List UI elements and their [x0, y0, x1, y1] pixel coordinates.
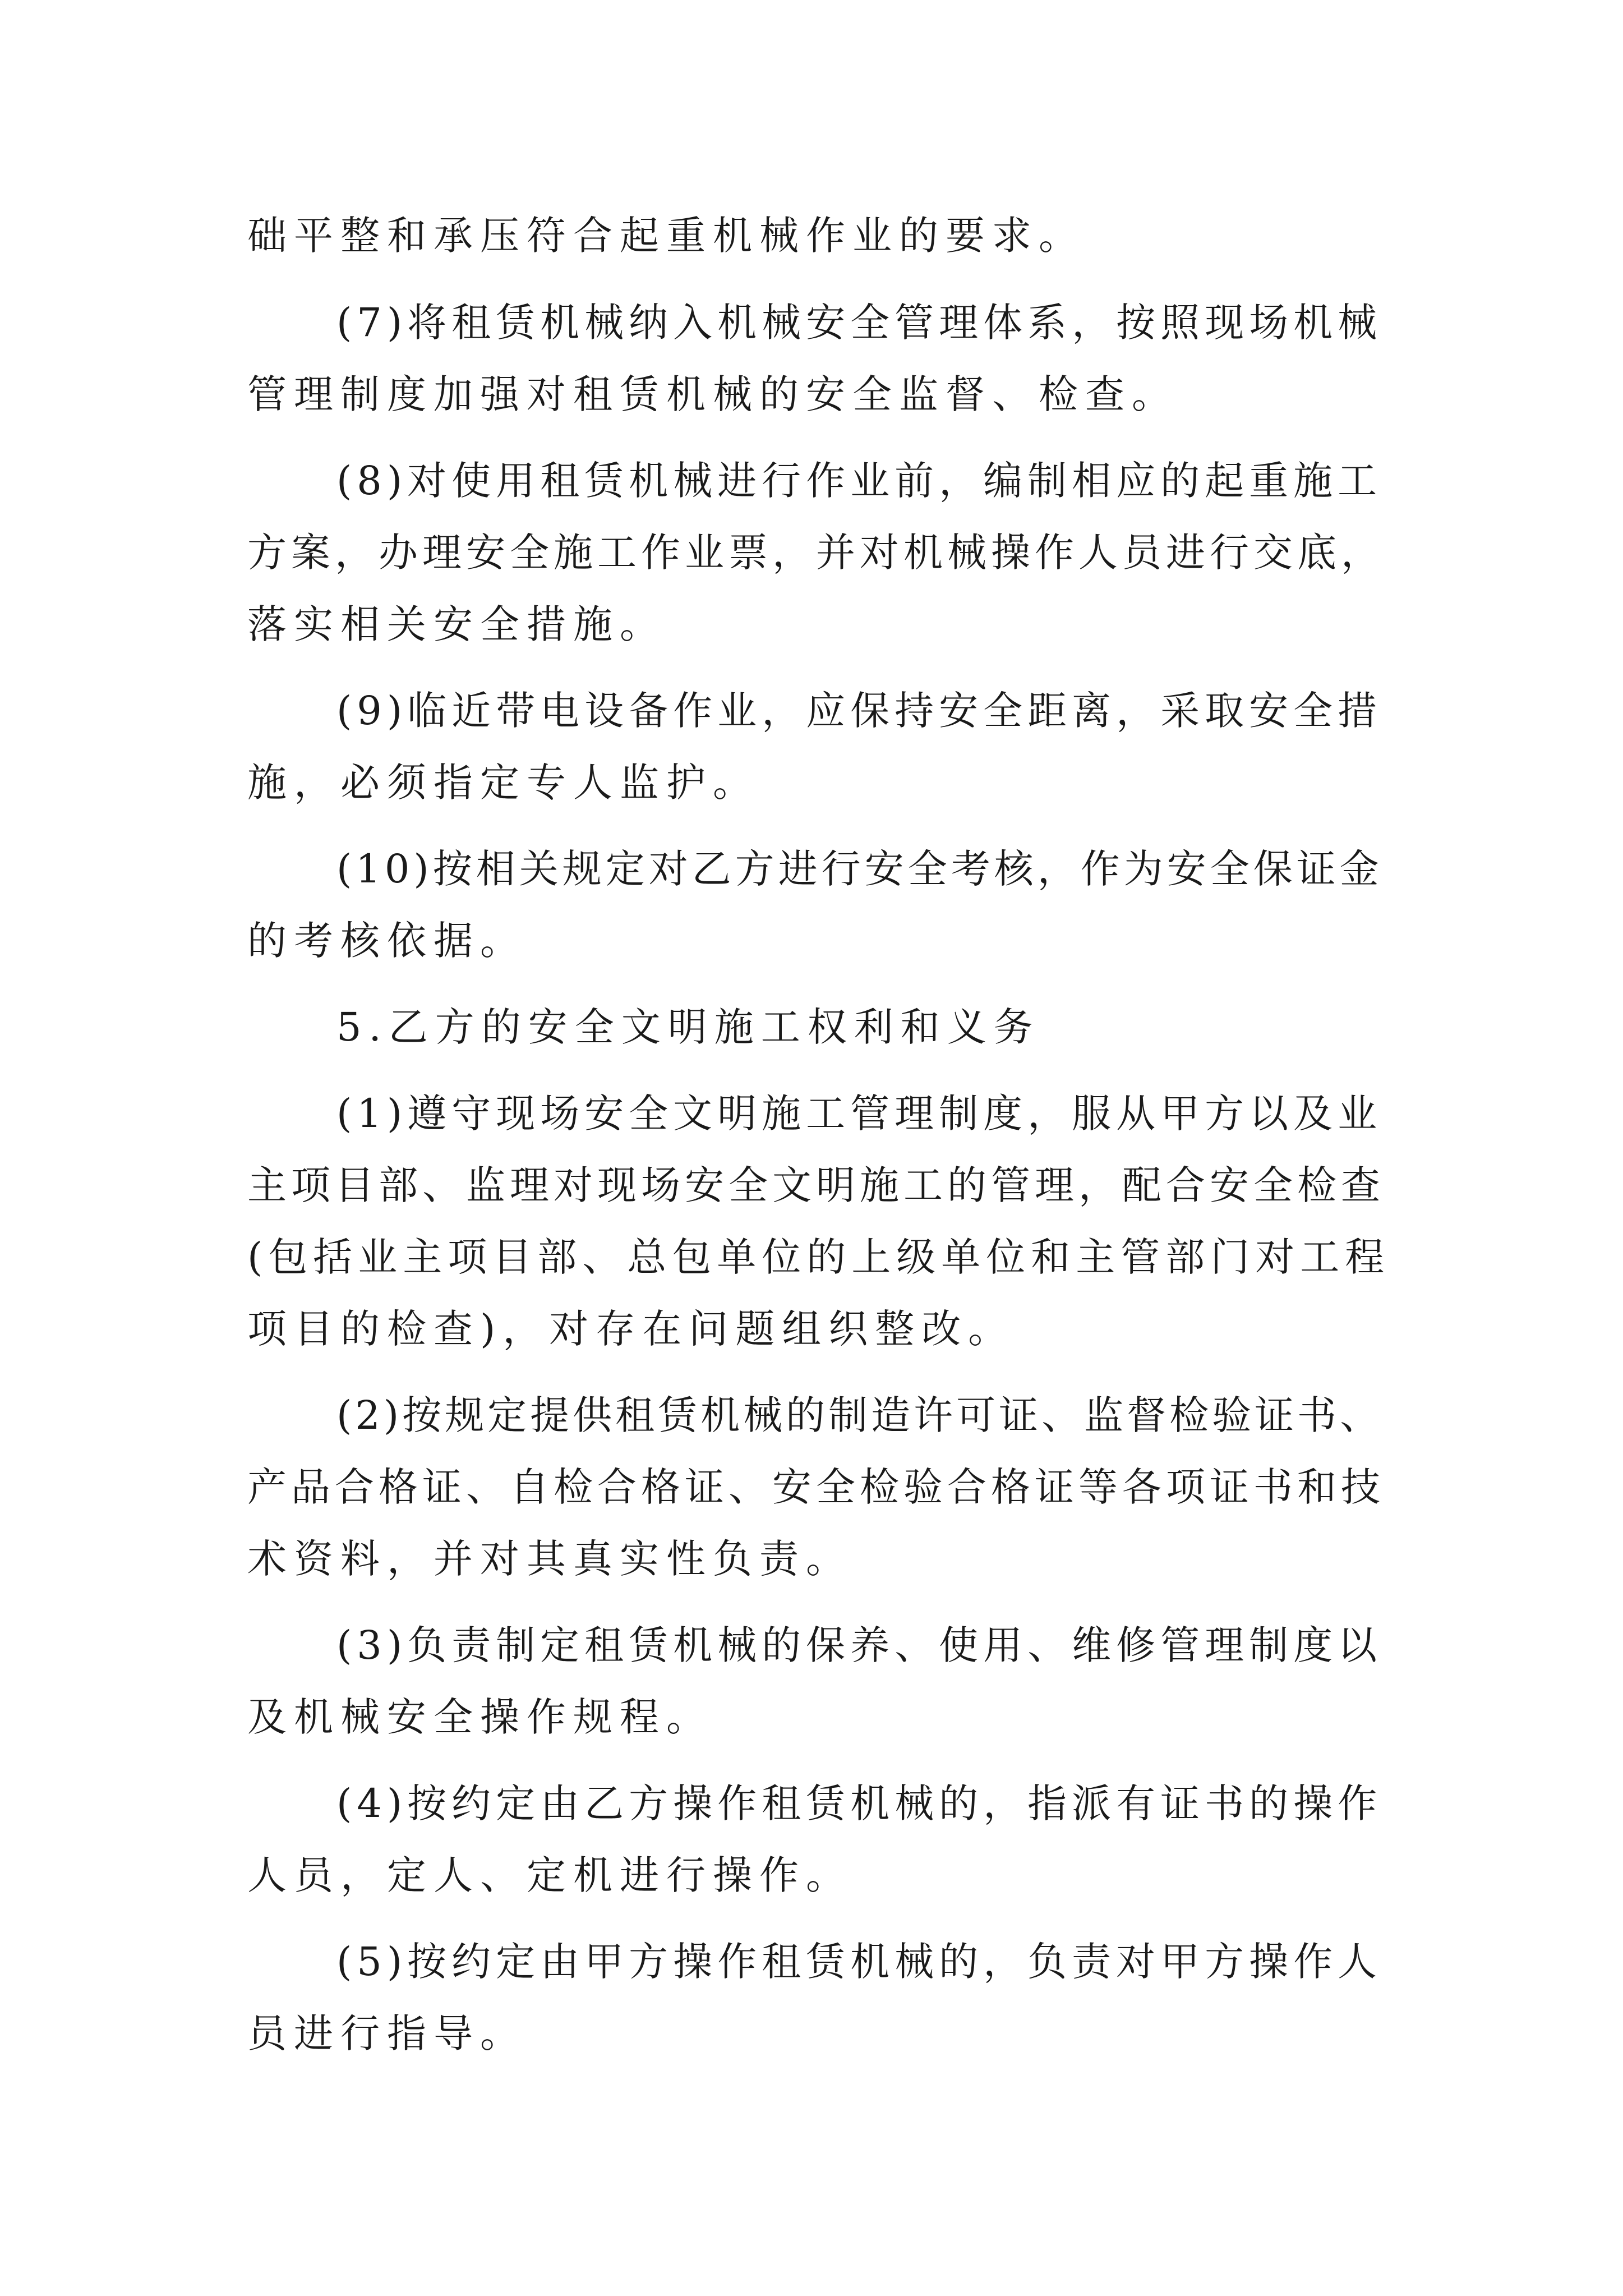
text-line: (10)按相关规定对乙方进行安全考核，作为安全保证金	[336, 846, 1383, 892]
text-line: (3)负责制定租赁机械的保养、使用、维修管理制度以	[336, 1622, 1382, 1668]
text-line: (5)按约定由甲方操作租赁机械的，负责对甲方操作人	[336, 1939, 1382, 1985]
text-line: 础平整和承压符合起重机械作业的要求。	[247, 213, 1085, 259]
text-line: 管理制度加强对租赁机械的安全监督、检查。	[247, 371, 1178, 417]
text-line: 产品合格证、自检合格证、安全检验合格证等各项证书和技	[247, 1464, 1385, 1510]
text-line: 员进行指导。	[247, 2010, 527, 2056]
section-heading: 5.乙方的安全文明施工权利和义务	[336, 1004, 1040, 1050]
text-line: 项目的检查)，对存在问题组织整改。	[247, 1306, 1015, 1352]
text-line: (2)按规定提供租赁机械的制造许可证、监督检验证书、	[336, 1392, 1383, 1438]
text-line: 人员，定人、定机进行操作。	[247, 1852, 852, 1898]
text-line: 的考核依据。	[247, 918, 527, 964]
text-line: 术资料，并对其真实性负责。	[247, 1536, 852, 1582]
text-line: 落实相关安全措施。	[247, 601, 666, 647]
text-line: (包括业主项目部、总包单位的上级单位和主管部门对工程	[247, 1234, 1390, 1280]
text-line: 及机械安全操作规程。	[247, 1694, 713, 1740]
text-line: 主项目部、监理对现场安全文明施工的管理，配合安全检查	[247, 1162, 1385, 1208]
text-line: (4)按约定由乙方操作租赁机械的，指派有证书的操作	[336, 1780, 1382, 1826]
text-line: 施，必须指定专人监护。	[247, 760, 759, 806]
text-line: (1)遵守现场安全文明施工管理制度，服从甲方以及业	[336, 1091, 1382, 1137]
text-line: (7)将租赁机械纳入机械安全管理体系，按照现场机械	[336, 300, 1382, 346]
text-line: (8)对使用租赁机械进行作业前，编制相应的起重施工	[336, 458, 1382, 504]
text-line: 方案，办理安全施工作业票，并对机械操作人员进行交底，	[247, 530, 1385, 576]
text-line: (9)临近带电设备作业，应保持安全距离，采取安全措	[336, 688, 1382, 734]
